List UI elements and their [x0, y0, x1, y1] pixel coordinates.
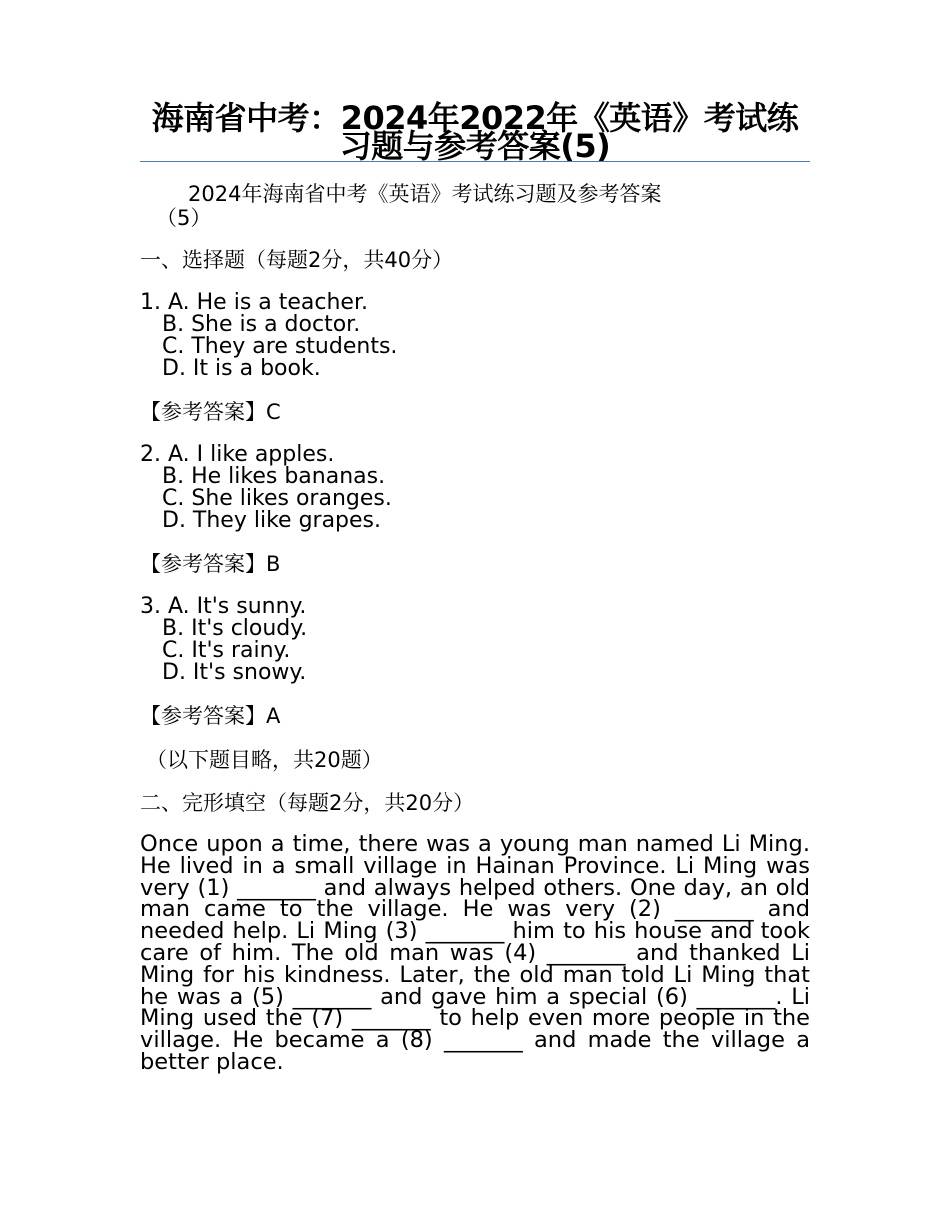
q1-option-a: 1. A. He is a teacher. [140, 290, 368, 315]
document-title: 海南省中考：2024年2022年《英语》考试练习题与参考答案(5) [151, 99, 799, 165]
section-heading-choice: 一、选择题（每题2分，共40分） [140, 248, 454, 272]
question-3 [140, 596, 307, 684]
question-2 [140, 444, 392, 532]
q3-option-b: B. It's cloudy. [162, 616, 308, 641]
q1-option-b: B. She is a doctor. [162, 312, 361, 337]
section-heading-cloze: 二、完形填空（每题2分，共20分） [140, 791, 475, 815]
subtitle-line-2: （5） [156, 206, 212, 230]
omitted-questions-note: （以下题目略，共20题） [146, 748, 383, 772]
q1-option-d: D. It is a book. [162, 356, 321, 381]
q2-option-d: D. They like grapes. [162, 508, 382, 533]
question-1 [140, 292, 397, 380]
q3-option-a: 3. A. It's sunny. [140, 594, 307, 619]
q1-option-c: C. They are students. [162, 334, 398, 359]
subtitle-line-1: 2024年海南省中考《英语》考试练习题及参考答案 [188, 182, 662, 206]
q2-option-b: B. He likes bananas. [162, 464, 386, 489]
title-underline [140, 161, 810, 162]
q3-answer: 【参考答案】A [140, 704, 281, 728]
document-subtitle [156, 182, 756, 230]
cloze-passage: Once upon a time, there was a young man named Li Ming. He lived in a small village in Hainan Province. Li Ming was very (1) _______ and always helped others. One day, an old man came to the village. He was very (2) _______ and needed help. Li Ming (3) _______ him to his house and took care of him. The old man was (4) _______ and thanked Li Ming for his kindness. Later, the old man told Li Ming that he was a (5) _______ and gave him a special (6) _______. Li Ming used the (7) _______ to help even more people in the village. He became a (8) _______ and made the village a better place. [140, 831, 810, 1075]
q2-option-c: C. She likes oranges. [162, 486, 392, 511]
q3-option-d: D. It's snowy. [162, 660, 307, 685]
q2-option-a: 2. A. I like apples. [140, 442, 335, 467]
q3-option-c: C. It's rainy. [162, 638, 291, 663]
q1-answer: 【参考答案】C [140, 400, 281, 424]
q2-answer: 【参考答案】B [140, 552, 281, 576]
